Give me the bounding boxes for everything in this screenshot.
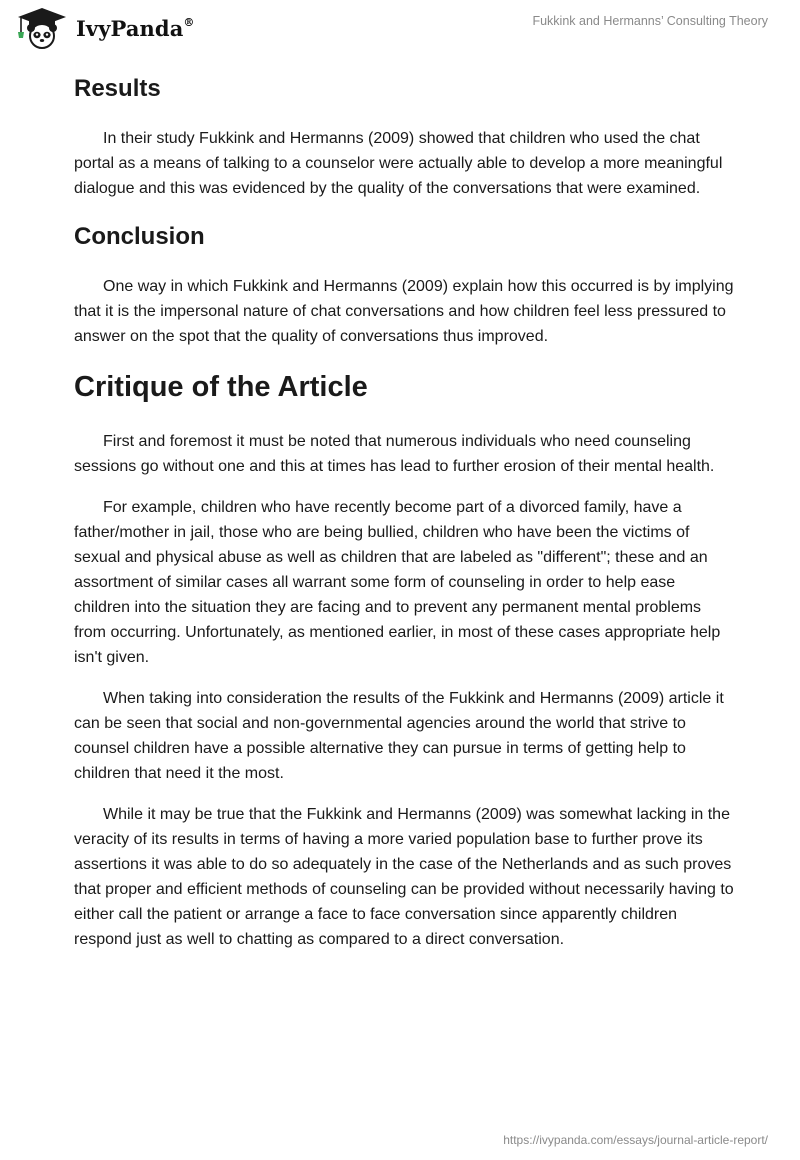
critique-paragraph-3: When taking into consideration the results of the Fukkink and Hermanns (2009) article it can be seen that social and non-governmental agencies around the world that strive to counsel children have a possible alternative they can pursue in terms of getting help to children that need it the most. [74,690,724,782]
results-heading: Results [74,75,161,102]
brand-logo[interactable] [14,6,195,50]
critique-heading: Critique of the Article [74,371,368,403]
results-paragraph: In their study Fukkink and Hermanns (2009) showed that children who used the chat portal as a means of talking to a counselor were actually able to develop a more meaningful dialogue and this was evidenced by the quality of the conversations that were examined. [74,130,723,197]
source-url[interactable]: https://ivypanda.com/essays/journal-article-report/ [503,1133,768,1147]
brand-name: IvyPanda® [76,15,195,41]
conclusion-paragraph: One way in which Fukkink and Hermanns (2009) explain how this occurred is by implying that it is the impersonal nature of chat conversations and how children feel less pressured to answer on the spot that the quality of conversations thus improved. [74,278,734,345]
article-body [74,72,734,952]
critique-paragraph-1: First and foremost it must be noted that numerous individuals who need counseling sessions go without one and this at times has lead to further erosion of their mental health. [74,433,715,475]
critique-paragraph-4: While it may be true that the Fukkink and Hermanns (2009) was somewhat lacking in the veracity of its results in terms of having a more varied population base to further prove its assertions it was able to do so adequately in the case of the Netherlands and as such proves that proper and efficient methods of counseling can be provided without necessarily having to either call the patient or arrange a face to face conversation since apparently children respond just as well to chatting as compared to a direct conversation. [74,806,734,948]
conclusion-heading: Conclusion [74,223,205,250]
panda-graduate-icon [14,6,70,50]
page-header [0,0,800,64]
critique-paragraph-2: For example, children who have recently become part of a divorced family, have a father/mother in jail, those who are being bullied, children who have been the victims of sexual and physical abuse as well as children that are labeled as "different"; these and an assortment of similar cases all warrant some form of counseling in order to help ease children into the situation they are facing and to prevent any permanent mental problems from occurring. Unfortunately, as mentioned earlier, in most of these cases appropriate help isn't given. [74,499,721,666]
document-title: Fukkink and Hermanns’ Consulting Theory [532,14,768,28]
